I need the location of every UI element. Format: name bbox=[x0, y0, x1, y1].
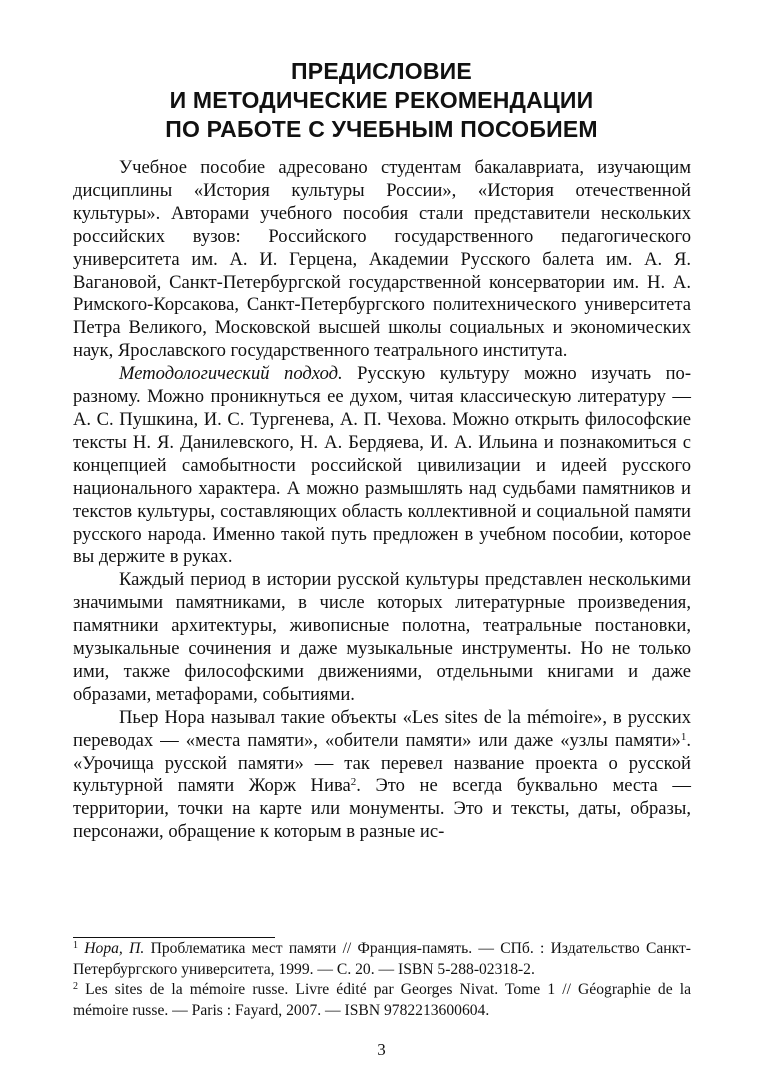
footnote-1-text: Проблематика мест памяти // Франция-память. — СПб. : Издательство Санкт-Петербургского университета, 1999. — С. 20. — ISBN 5-288-02318-2. bbox=[73, 940, 691, 978]
footnote-2-mark: 2 bbox=[73, 981, 78, 992]
footnote-1-author: Нора, П. bbox=[84, 940, 145, 957]
paragraph-4 bbox=[73, 707, 691, 844]
page-number: 3 bbox=[377, 1040, 386, 1059]
paragraph-2-text: Русскую культуру можно изучать по-разному. Можно проникнуться ее духом, читая классическую литературу — А. С. Пушкина, И. С. Тургенева, А. П. Чехова. Можно открыть философские тексты Н. Я. Данилевского, Н. А. Бердяева, И. А. Ильина и познакомиться с концепцией самобытности российской цивилизации и идеей русского национального характера. А можно размышлять над судьбами памятников и текстов культуры, составляющих область коллективной и социальной памяти русского народа. Именно такой путь предложен в учебном пособии, которое вы держите в руках. bbox=[73, 363, 692, 568]
footnote-separator bbox=[73, 937, 275, 938]
footnotes bbox=[73, 939, 691, 1021]
paragraph-4-part-a: Пьер Нора называл такие объекты «Les sites de la mémoire», в русских переводах — «места памяти», «обители памяти» или даже «узлы памяти» bbox=[73, 706, 691, 751]
paragraph-2 bbox=[73, 363, 691, 569]
footnote-ref-1[interactable]: 1 bbox=[680, 730, 687, 743]
paragraph-1: Учебное пособие адресовано студентам бакалавриата, изучающим дисциплины «История культуры России», «История отечественной культуры». Авторами учебного пособия стали представители нескольких российских вузов: Российского государственного педагогического университета им. А. И. Герцена, Академии Русского балета им. А. Я. Вагановой, Санкт-Петербургской государственной консерватории им. Н. А. Римского-Корсакова, Санкт-Петербургского политехнического университета Петра Великого, Московской высшей школы социальных и экономических наук, Ярославского государственного театрального института. bbox=[73, 157, 691, 362]
page-title bbox=[60, 57, 703, 144]
footnote-2 bbox=[73, 980, 691, 1021]
title-line-3: ПО РАБОТЕ С УЧЕБНЫМ ПОСОБИЕМ bbox=[165, 116, 598, 142]
footnote-1-mark: 1 bbox=[73, 940, 78, 951]
paragraph-2-lead: Методологический подход. bbox=[119, 363, 343, 385]
paragraph-3: Каждый период в истории русской культуры представлен несколькими значимыми памятниками, в числе которых литературные произведения, памятники архитектуры, живописные полотна, театральные постановки, музыкальные сочинения и даже музыкальные инструменты. Но не только ими, также философскими движениями, отдельными книгами и даже образами, метафорами, событиями. bbox=[73, 569, 691, 705]
title-line-1: ПРЕДИСЛОВИЕ bbox=[291, 58, 472, 84]
paragraph-4-part-c: . Это не всегда буквально места — территории, точки на карте или монументы. Это и тексты, даты, образы, персонажи, обращение к которым в разные ис- bbox=[73, 775, 691, 843]
title-line-2: И МЕТОДИЧЕСКИЕ РЕКОМЕНДАЦИИ bbox=[169, 87, 594, 113]
footnote-ref-2[interactable]: 2 bbox=[350, 776, 357, 789]
body-text bbox=[73, 157, 691, 844]
paragraph-4-part-b: . «Урочища русской памяти» — так перевел название проекта о русской культурной памяти Жорж Нива bbox=[73, 729, 691, 797]
footnote-2-text: Les sites de la mémoire russe. Livre édité par Georges Nivat. Tome 1 // Géographie de la mémoire russe. — Paris : Fayard, 2007. — ISBN 9782213600604. bbox=[73, 981, 691, 1019]
footnote-1 bbox=[73, 939, 691, 980]
